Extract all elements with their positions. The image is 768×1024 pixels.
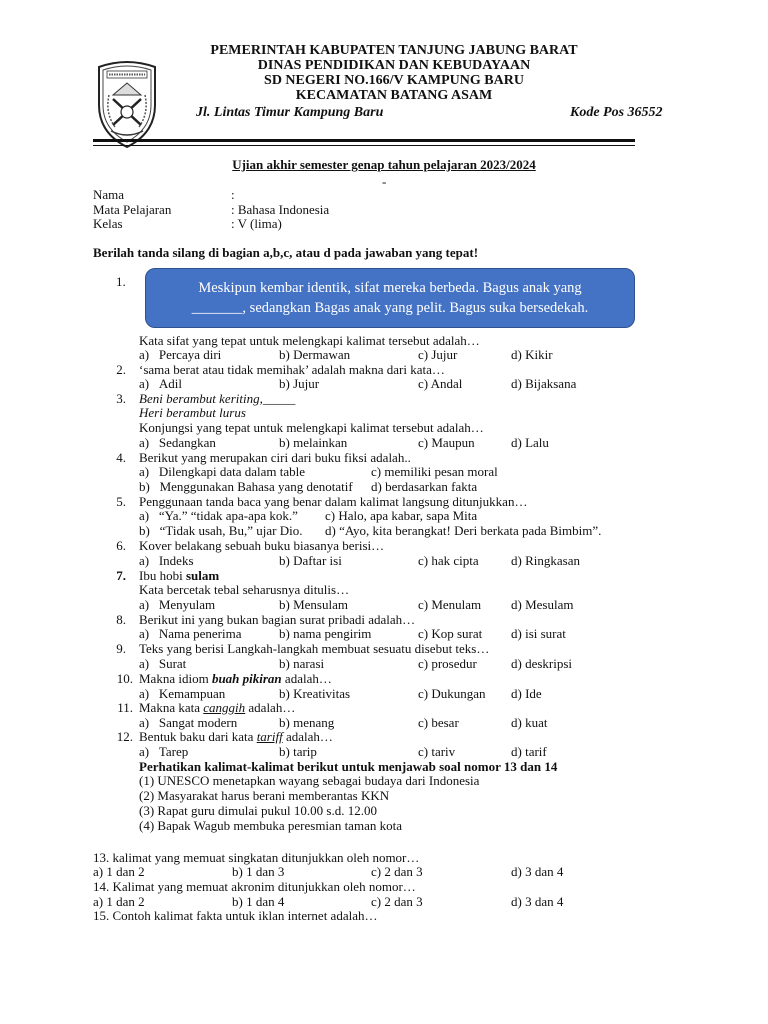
class-value: : V (lima) — [231, 216, 282, 231]
question-number: 7. — [116, 568, 126, 583]
option-d[interactable]: d) 3 dan 4 — [511, 894, 564, 909]
option-c[interactable]: c) Dukungan — [418, 686, 486, 701]
option-c[interactable]: c) Maupun — [418, 435, 475, 450]
option-b[interactable]: b) melainkan — [279, 435, 348, 450]
class-label: Kelas — [93, 216, 123, 231]
statement-3: (3) Rapat guru dimulai pukul 10.00 s.d. 12.00 — [139, 803, 377, 818]
question-stem: Penggunaan tanda baca yang benar dalam kalimat langsung ditunjukkan… — [139, 494, 528, 509]
instruction: Berilah tanda silang di bagian a,b,c, atau d pada jawaban yang tepat! — [93, 245, 479, 260]
stem-text-end: adalah… — [281, 671, 332, 686]
stem-text: Ibu hobi — [139, 568, 186, 583]
question-number: 5. — [116, 494, 126, 509]
question-stem: ‘sama berat atau tidak memihak’ adalah makna dari kata… — [139, 362, 445, 377]
question-stem — [139, 729, 333, 744]
option-a[interactable]: a) Sedangkan — [139, 435, 216, 450]
question-number: 4. — [116, 450, 126, 465]
option-d[interactable]: d) isi surat — [511, 626, 566, 641]
question-stem: 14. Kalimat yang memuat akronim ditunjukkan oleh nomor… — [93, 879, 416, 894]
header-line-3: SD NEGERI NO.166/V KAMPUNG BARU — [264, 73, 524, 88]
option-c[interactable]: c) Menulam — [418, 597, 482, 612]
question-stem — [139, 671, 332, 686]
statement-4: (4) Bapak Wagub membuka peresmian taman kota — [139, 818, 402, 833]
question-stem — [139, 568, 219, 583]
option-b[interactable]: b) Jujur — [279, 376, 320, 391]
option-c[interactable]: c) 2 dan 3 — [371, 864, 423, 879]
option-a[interactable]: a) Surat — [139, 656, 187, 671]
idiom-text: buah pikiran — [211, 671, 282, 686]
question-stem: 15. Contoh kalimat fakta untuk iklan internet adalah… — [93, 908, 378, 923]
keyword-text: canggih — [203, 700, 246, 715]
option-c[interactable]: c) besar — [418, 715, 459, 730]
question-stem: Teks yang berisi Langkah-langkah membuat sesuatu disebut teks… — [139, 641, 490, 656]
question-number: 10. — [116, 671, 133, 686]
option-a[interactable]: a) Sangat modern — [139, 715, 238, 730]
option-b[interactable]: b) Mensulam — [279, 597, 348, 612]
option-c[interactable]: c) 2 dan 3 — [371, 894, 423, 909]
question-stem — [139, 700, 295, 715]
exam-title: Ujian akhir semester genap tahun pelajaran 2023/2024 — [232, 157, 536, 172]
bold-word: sulam — [185, 568, 220, 583]
stem-text: Makna idiom — [139, 671, 212, 686]
question-stem: Berikut yang merupakan ciri dari buku fiksi adalah.. — [139, 450, 411, 465]
name-label: Nama — [93, 187, 125, 202]
option-b[interactable]: b) 1 dan 3 — [232, 864, 285, 879]
header-line-2: DINAS PENDIDIKAN DAN KEBUDAYAAN — [257, 58, 531, 73]
option-d[interactable]: d) kuat — [511, 715, 548, 730]
question-stem-2: Kata bercetak tebal seharusnya ditulis… — [139, 582, 350, 597]
option-c[interactable]: c) prosedur — [418, 656, 477, 671]
option-d[interactable]: d) Bijaksana — [511, 376, 577, 391]
question-number: 3. — [116, 391, 126, 406]
option-a[interactable]: a) Dilengkapi data dalam table — [139, 464, 306, 479]
option-c[interactable]: c) tariv — [418, 744, 456, 759]
question-number: 11. — [117, 700, 133, 715]
option-a[interactable]: a) Tarep — [139, 744, 189, 759]
header-line-1: PEMERINTAH KABUPATEN TANJUNG JABUNG BARAT — [210, 43, 578, 58]
option-d[interactable]: d) tarif — [511, 744, 547, 759]
question-stem: 13. kalimat yang memuat singkatan ditunjukkan oleh nomor… — [93, 850, 420, 865]
question-stem: Kover belakang sebuah buku biasanya berisi… — [139, 538, 385, 553]
callout-line-2: _______, sedangkan Bagas anak yang pelit. Bagus suka bersedekah. — [191, 300, 589, 316]
title-dash: - — [382, 174, 387, 189]
question-number: 6. — [116, 538, 126, 553]
option-a[interactable]: a) Indeks — [139, 553, 194, 568]
postal-code: Kode Pos 36552 — [570, 105, 663, 120]
school-address: Jl. Lintas Timur Kampung Baru — [196, 105, 384, 120]
question-1-callout — [145, 268, 635, 328]
question-number: 12. — [116, 729, 133, 744]
option-b[interactable]: b) narasi — [279, 656, 325, 671]
option-b[interactable]: b) menang — [279, 715, 335, 730]
stem-text: Bentuk baku dari kata — [139, 729, 257, 744]
option-b[interactable]: b) nama pengirim — [279, 626, 372, 641]
question-number: 1. — [116, 274, 126, 289]
option-d[interactable]: d) deskripsi — [511, 656, 573, 671]
header-line-4: KECAMATAN BATANG ASAM — [295, 88, 493, 103]
option-b[interactable]: b) Menggunakan Bahasa yang denotatif — [139, 479, 353, 494]
option-b[interactable]: b) tarip — [279, 744, 317, 759]
option-b[interactable]: b) “Tidak usah, Bu,” ujar Dio. — [139, 523, 303, 538]
statement-1: (1) UNESCO menetapkan wayang sebagai budaya dari Indonesia — [139, 773, 480, 788]
option-a[interactable]: a) Menyulam — [139, 597, 216, 612]
stem-text: Makna kata — [139, 700, 204, 715]
option-c[interactable]: c) hak cipta — [418, 553, 479, 568]
option-c[interactable]: c) Kop surat — [418, 626, 483, 641]
option-b[interactable]: b) Dermawan — [279, 347, 351, 362]
option-b[interactable]: b) 1 dan 4 — [232, 894, 285, 909]
callout-line-1: Meskipun kembar identik, sifat mereka berbeda. Bagus anak yang — [198, 280, 582, 296]
name-value[interactable]: : — [231, 187, 235, 202]
option-d[interactable]: d) 3 dan 4 — [511, 864, 564, 879]
school-logo — [93, 55, 161, 151]
section-heading: Perhatikan kalimat-kalimat berikut untuk menjawab soal nomor 13 dan 14 — [139, 759, 558, 774]
option-d[interactable]: d) “Ayo, kita berangkat! Deri berkata pada Bimbim”. — [325, 523, 602, 538]
question-sentence-1: Beni berambut keriting,_____ — [139, 391, 296, 406]
option-d[interactable]: d) Kikir — [511, 347, 553, 362]
option-d[interactable]: d) Lalu — [511, 435, 549, 450]
header-rule-thin — [93, 145, 635, 146]
option-d[interactable]: d) Ringkasan — [511, 553, 580, 568]
option-a[interactable]: a) 1 dan 2 — [93, 864, 145, 879]
question-number: 8. — [116, 612, 126, 627]
stem-text-end: adalah… — [282, 729, 333, 744]
option-b[interactable]: b) Daftar isi — [279, 553, 342, 568]
subject-label: Mata Pelajaran — [93, 202, 172, 217]
option-a[interactable]: a) 1 dan 2 — [93, 894, 145, 909]
question-number: 2. — [116, 362, 126, 377]
option-d[interactable]: d) berdasarkan fakta — [371, 479, 478, 494]
option-a[interactable]: a) Adil — [139, 376, 182, 391]
subject-value: : Bahasa Indonesia — [231, 202, 330, 217]
stem-text-end: adalah… — [245, 700, 296, 715]
question-stem: Berikut ini yang bukan bagian surat pribadi adalah… — [139, 612, 416, 627]
option-b[interactable]: b) Kreativitas — [279, 686, 351, 701]
option-a[interactable]: a) Percaya diri — [139, 347, 222, 362]
statement-2: (2) Masyarakat harus berani memberantas KKN — [139, 788, 390, 803]
option-a[interactable]: a) Nama penerima — [139, 626, 242, 641]
header-rule-thick — [93, 139, 635, 142]
question-stem: Kata sifat yang tepat untuk melengkapi kalimat tersebut adalah… — [139, 333, 480, 348]
option-d[interactable]: d) Mesulam — [511, 597, 574, 612]
keyword-text: tariff — [256, 729, 283, 744]
question-number: 9. — [116, 641, 126, 656]
option-a[interactable]: a) “Ya.” “tidak apa-apa kok.” — [139, 508, 298, 523]
question-stem: Konjungsi yang tepat untuk melengkapi kalimat tersebut adalah… — [139, 420, 484, 435]
question-sentence-2: Heri berambut lurus — [139, 405, 246, 420]
option-c[interactable]: c) memiliki pesan moral — [371, 464, 498, 479]
option-c[interactable]: c) Jujur — [418, 347, 458, 362]
option-a[interactable]: a) Kemampuan — [139, 686, 226, 701]
option-c[interactable]: c) Andal — [418, 376, 463, 391]
option-d[interactable]: d) Ide — [511, 686, 542, 701]
option-c[interactable]: c) Halo, apa kabar, sapa Mita — [325, 508, 478, 523]
